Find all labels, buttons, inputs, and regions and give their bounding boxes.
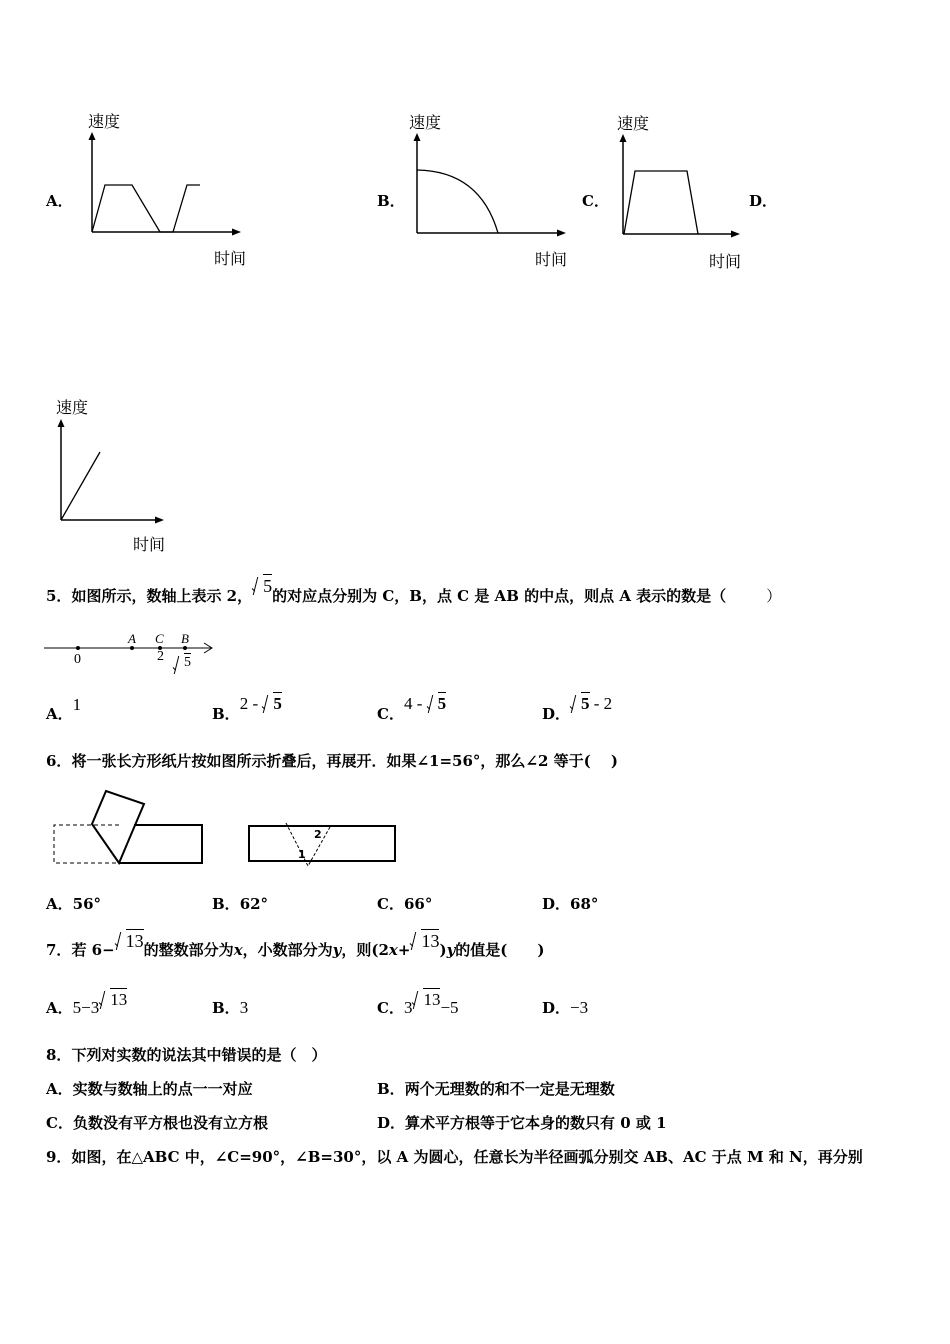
option-letter: B．: [377, 192, 405, 210]
q6-option-c[interactable]: C．66°: [377, 895, 433, 913]
q6-option-a[interactable]: A．56°: [46, 895, 102, 913]
label-point-c: C: [155, 631, 164, 646]
time-axis-label: 时间: [133, 535, 166, 554]
q8-option-c[interactable]: C．负数没有平方根也没有立方根: [46, 1114, 268, 1132]
speed-axis-label: 速度: [617, 114, 650, 133]
speed-axis-label: 速度: [409, 113, 442, 132]
angle-1-label: 1: [298, 848, 306, 861]
time-axis-label: 时间: [709, 252, 742, 271]
q5-stem: 5．如图所示，数轴上表示 2， 5的对应点分别为 C，B，点 C 是 AB 的中点，则点 A 表示的数是（ ）: [46, 576, 782, 605]
label-zero: 0: [74, 652, 81, 667]
graph-a: [85, 132, 245, 242]
q8-option-d[interactable]: D．算术平方根等于它本身的数只有 0 或 1: [377, 1114, 667, 1132]
q7-stem: 7．若 6− 13的整数部分为x，小数部分为y，则(2x+ 13)y的值是( ): [46, 931, 545, 959]
q5-option-a[interactable]: A．1: [46, 695, 82, 723]
q6-fold-figure: [52, 790, 412, 870]
label-point-a: A: [128, 631, 136, 646]
label-two: 2: [157, 649, 164, 664]
q8-stem: 8．下列对实数的说法其中错误的是（ ）: [46, 1046, 327, 1064]
q9-stem: 9．如图，在△ABC 中，∠C=90°，∠B=30°，以 A 为圆心，任意长为半径画弧分别交 AB、AC 于点 M 和 N，再分别: [46, 1148, 863, 1166]
label-sqrt5: 5: [173, 655, 191, 671]
speed-axis-label: 速度: [88, 112, 121, 131]
option-letter: C．: [582, 192, 609, 210]
graph-c: [616, 134, 756, 244]
time-axis-label: 时间: [214, 249, 247, 268]
q5-option-d[interactable]: D．5 - 2: [542, 694, 613, 723]
q5-option-b[interactable]: B．2 - 5: [212, 694, 282, 723]
q7-option-b[interactable]: B．3: [212, 998, 249, 1017]
sqrt-symbol: 5: [252, 576, 272, 597]
q6-option-d[interactable]: D．68°: [542, 895, 599, 913]
q7-option-d[interactable]: D．−3: [542, 998, 589, 1017]
graph-d: [54, 419, 174, 529]
q7-option-a[interactable]: A．5−3 13: [46, 990, 128, 1017]
option-letter: D．: [749, 192, 778, 210]
q5-option-c[interactable]: C．4 - 5: [377, 694, 447, 723]
time-axis-label: 时间: [535, 250, 568, 269]
option-letter: A．: [46, 192, 73, 210]
angle-2-label: 2: [314, 828, 322, 841]
graph-b: [410, 133, 570, 243]
q6-option-b[interactable]: B．62°: [212, 895, 269, 913]
label-point-b: B: [181, 631, 189, 646]
q7-option-c[interactable]: C．3 13−5: [377, 990, 459, 1017]
speed-axis-label: 速度: [56, 398, 89, 417]
q8-option-b[interactable]: B．两个无理数的和不一定是无理数: [377, 1080, 615, 1098]
q8-option-a[interactable]: A．实数与数轴上的点一一对应: [46, 1080, 253, 1098]
q6-stem: 6．将一张长方形纸片按如图所示折叠后，再展开．如果∠1=56°，那么∠2 等于( ): [46, 752, 619, 770]
